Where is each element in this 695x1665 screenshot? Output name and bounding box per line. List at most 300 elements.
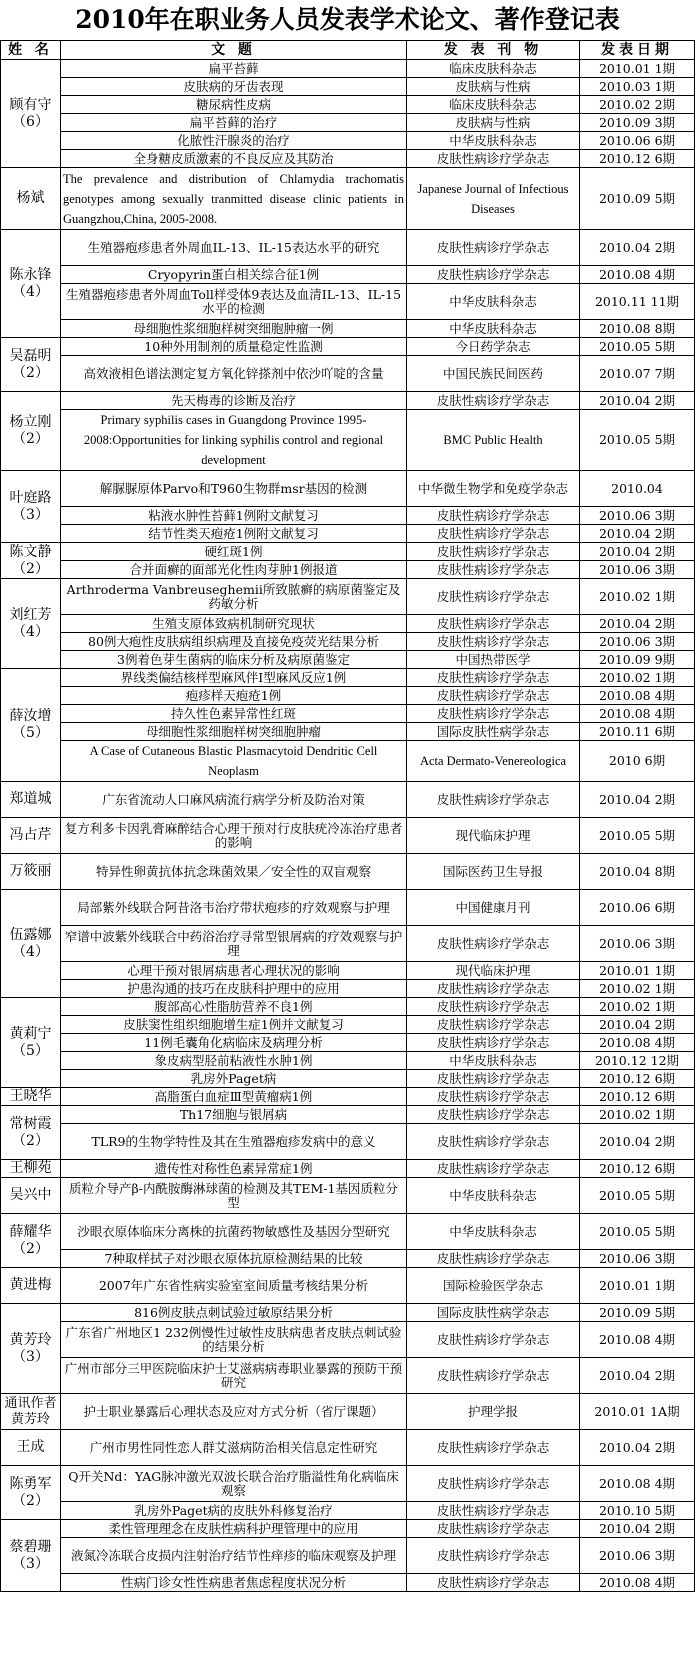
paper-title: 护士职业暴露后心理状态及应对方式分析（省厅课题） bbox=[61, 1394, 407, 1430]
author-name: 王成 bbox=[16, 1439, 45, 1455]
table-row bbox=[1, 1394, 695, 1430]
journal-name: 中国热带医学 bbox=[407, 651, 580, 669]
journal-name: 皮肤性病诊疗学杂志 bbox=[407, 1016, 580, 1034]
author-cell bbox=[1, 854, 61, 890]
table-row bbox=[1, 705, 695, 723]
table-row bbox=[1, 1250, 695, 1268]
table-row bbox=[1, 818, 695, 854]
author-cell bbox=[1, 1520, 61, 1592]
table-row bbox=[1, 723, 695, 741]
publish-date: 2010.01 1A期 bbox=[580, 1394, 695, 1430]
journal-name: 皮肤性病诊疗学杂志 bbox=[407, 782, 580, 818]
header-paper-title: 文 题 bbox=[61, 41, 407, 60]
publish-date: 2010.02 2期 bbox=[580, 96, 695, 114]
author-cell bbox=[1, 1304, 61, 1394]
paper-title: TLR9的生物学特性及其在生殖器疱疹发病中的意义 bbox=[61, 1124, 407, 1160]
paper-title: A Case of Cutaneous Blastic Plasmacytoid Dendritic Cell Neoplasm bbox=[61, 741, 407, 782]
author-cell bbox=[1, 543, 61, 579]
table-row bbox=[1, 266, 695, 284]
author-cell bbox=[1, 1394, 61, 1430]
publish-date: 2010.11 6期 bbox=[580, 723, 695, 741]
journal-name: 皮肤性病诊疗学杂志 bbox=[407, 507, 580, 525]
journal-name: 皮肤性病诊疗学杂志 bbox=[407, 926, 580, 962]
table-row bbox=[1, 1466, 695, 1502]
paper-title: 粘液水肿性苔藓1例附文献复习 bbox=[61, 507, 407, 525]
journal-name: 皮肤性病诊疗学杂志 bbox=[407, 1322, 580, 1358]
table-row bbox=[1, 561, 695, 579]
publish-date: 2010.04 2期 bbox=[580, 525, 695, 543]
journal-name: 皮肤性病诊疗学杂志 bbox=[407, 615, 580, 633]
journal-name: 皮肤性病诊疗学杂志 bbox=[407, 687, 580, 705]
header-row bbox=[1, 41, 695, 60]
journal-name: 中华皮肤科杂志 bbox=[407, 1178, 580, 1214]
journal-name: 护理学报 bbox=[407, 1394, 580, 1430]
author-name: 陈文静 bbox=[9, 543, 52, 560]
journal-name: 皮肤性病诊疗学杂志 bbox=[407, 980, 580, 998]
journal-name: 中华微生物学和免疫学杂志 bbox=[407, 471, 580, 507]
journal-name: 国际皮肤性病学杂志 bbox=[407, 1304, 580, 1322]
author-paper-count: （2） bbox=[12, 1132, 49, 1149]
paper-title: 窄谱中波紫外线联合中药浴治疗寻常型银屑病的疗效观察与护理 bbox=[61, 926, 407, 962]
table-row bbox=[1, 669, 695, 687]
journal-name: 皮肤性病诊疗学杂志 bbox=[407, 1466, 580, 1502]
publish-date: 2010.08 4期 bbox=[580, 1574, 695, 1592]
journal-name: 现代临床护理 bbox=[407, 962, 580, 980]
table-row bbox=[1, 1178, 695, 1214]
publish-date: 2010.03 1期 bbox=[580, 78, 695, 96]
paper-title: 广州市男性同性恋人群艾滋病防治相关信息定性研究 bbox=[61, 1430, 407, 1466]
publish-date: 2010.02 1期 bbox=[580, 669, 695, 687]
author-paper-count: （2） bbox=[12, 431, 49, 447]
table-row bbox=[1, 132, 695, 150]
journal-name: 皮肤性病诊疗学杂志 bbox=[407, 669, 580, 687]
table-row bbox=[1, 1574, 695, 1592]
author-name: 薛耀华 bbox=[9, 1223, 52, 1240]
author-paper-count: （2） bbox=[12, 364, 49, 381]
publish-date: 2010.05 5期 bbox=[580, 1178, 695, 1214]
publish-date: 2010.04 2期 bbox=[580, 392, 695, 410]
author-name: 杨立刚 bbox=[9, 414, 52, 430]
paper-title: Q开关Nd：YAG脉冲激光双波长联合治疗脂溢性角化病临床观察 bbox=[61, 1466, 407, 1502]
paper-title: Arthroderma Vanbreuseghemii所致脓癣的病原菌鉴定及药敏分析 bbox=[61, 579, 407, 615]
paper-title: Cryopyrin蛋白相关综合征1例 bbox=[61, 266, 407, 284]
author-name: 通讯作者黄芳玲 bbox=[4, 1395, 57, 1427]
publish-date: 2010.05 5期 bbox=[580, 410, 695, 471]
publish-date: 2010.06 3期 bbox=[580, 926, 695, 962]
author-cell bbox=[1, 471, 61, 543]
author-paper-count: （5） bbox=[12, 725, 49, 741]
publish-date: 2010.01 1期 bbox=[580, 60, 695, 78]
paper-title: 乳房外Paget病 bbox=[61, 1070, 407, 1088]
author-cell bbox=[1, 168, 61, 230]
paper-title: 母细胞性浆细胞样树突细胞肿瘤 bbox=[61, 723, 407, 741]
publish-date: 2010.12 6期 bbox=[580, 1088, 695, 1106]
table-row bbox=[1, 471, 695, 507]
journal-name: 皮肤性病诊疗学杂志 bbox=[407, 1520, 580, 1538]
paper-registry-table bbox=[0, 40, 695, 1592]
paper-title: 816例皮肤点刺试验过敏原结果分析 bbox=[61, 1304, 407, 1322]
publish-date: 2010.09 3期 bbox=[580, 114, 695, 132]
author-name: 万筱丽 bbox=[9, 863, 52, 879]
journal-name: 皮肤病与性病 bbox=[407, 78, 580, 96]
journal-name: 今日药学杂志 bbox=[407, 338, 580, 356]
author-paper-count: （4） bbox=[12, 283, 49, 300]
journal-name: 皮肤性病诊疗学杂志 bbox=[407, 561, 580, 579]
header-name: 姓 名 bbox=[1, 41, 61, 60]
journal-name: 国际检验医学杂志 bbox=[407, 1268, 580, 1304]
author-cell bbox=[1, 890, 61, 998]
journal-name: 皮肤性病诊疗学杂志 bbox=[407, 150, 580, 168]
paper-title: 乳房外Paget病的皮肤外科修复治疗 bbox=[61, 1502, 407, 1520]
author-paper-count: （4） bbox=[12, 943, 49, 960]
author-name: 冯占芹 bbox=[9, 827, 52, 843]
author-name: 郑道城 bbox=[9, 791, 52, 807]
table-body bbox=[1, 60, 695, 1592]
table-row bbox=[1, 998, 695, 1016]
table-row bbox=[1, 633, 695, 651]
publish-date: 2010.05 5期 bbox=[580, 1214, 695, 1250]
table-row bbox=[1, 1034, 695, 1052]
publish-date: 2010.04 2期 bbox=[580, 1124, 695, 1160]
header-date: 发表日期 bbox=[580, 41, 695, 60]
journal-name: 现代临床护理 bbox=[407, 818, 580, 854]
author-name: 陈勇军 bbox=[9, 1475, 52, 1492]
paper-title: 护患沟通的技巧在皮肤科护理中的应用 bbox=[61, 980, 407, 998]
paper-title: 沙眼衣原体临床分离株的抗菌药物敏感性及基因分型研究 bbox=[61, 1214, 407, 1250]
author-name: 顾有守 bbox=[9, 96, 52, 113]
author-cell bbox=[1, 230, 61, 338]
author-cell bbox=[1, 782, 61, 818]
author-cell bbox=[1, 669, 61, 782]
journal-name: 中国健康月刊 bbox=[407, 890, 580, 926]
table-row bbox=[1, 1088, 695, 1106]
publish-date: 2010.04 2期 bbox=[580, 1430, 695, 1466]
author-paper-count: （2） bbox=[12, 1492, 49, 1509]
paper-title: 生殖器疱疹患者外周血Toll样受体9表达及血清IL-13、IL-15水平的检测 bbox=[61, 284, 407, 320]
journal-name: 皮肤性病诊疗学杂志 bbox=[407, 525, 580, 543]
publish-date: 2010.06 3期 bbox=[580, 1538, 695, 1574]
paper-title: 局部紫外线联合阿昔洛韦治疗带状疱疹的疗效观察与护理 bbox=[61, 890, 407, 926]
paper-title: 化脓性汗腺炎的治疗 bbox=[61, 132, 407, 150]
author-paper-count: （6） bbox=[12, 113, 49, 130]
publish-date: 2010.11 11期 bbox=[580, 284, 695, 320]
journal-name: 皮肤性病诊疗学杂志 bbox=[407, 579, 580, 615]
paper-title: 特异性卵黄抗体抗念珠菌效果／安全性的双盲观察 bbox=[61, 854, 407, 890]
table-row bbox=[1, 150, 695, 168]
paper-title: 80例大疱性皮肤病组织病理及直接免疫荧光结果分析 bbox=[61, 633, 407, 651]
table-row bbox=[1, 525, 695, 543]
publish-date: 2010.04 2期 bbox=[580, 1520, 695, 1538]
paper-title: 硬红斑1例 bbox=[61, 543, 407, 561]
journal-name: 皮肤性病诊疗学杂志 bbox=[407, 1538, 580, 1574]
table-row bbox=[1, 579, 695, 615]
paper-title: 柔性管理理念在皮肤性病科护理管理中的应用 bbox=[61, 1520, 407, 1538]
author-name: 薛汝增 bbox=[9, 708, 52, 724]
journal-name: 皮肤性病诊疗学杂志 bbox=[407, 392, 580, 410]
author-cell bbox=[1, 1430, 61, 1466]
publish-date: 2010.09 5期 bbox=[580, 1304, 695, 1322]
publish-date: 2010.02 1期 bbox=[580, 579, 695, 615]
publish-date: 2010.08 4期 bbox=[580, 705, 695, 723]
table-row bbox=[1, 1160, 695, 1178]
publish-date: 2010.08 4期 bbox=[580, 1466, 695, 1502]
paper-title: 10种外用制剂的质量稳定性监测 bbox=[61, 338, 407, 356]
publish-date: 2010.09 9期 bbox=[580, 651, 695, 669]
journal-name: 中华皮肤科杂志 bbox=[407, 132, 580, 150]
author-name: 蔡碧珊 bbox=[9, 1538, 52, 1555]
table-row bbox=[1, 114, 695, 132]
author-paper-count: （2） bbox=[12, 560, 49, 577]
publish-date: 2010.06 3期 bbox=[580, 1250, 695, 1268]
paper-title: 质粒介导产β-内酰胺酶淋球菌的检测及其TEM-1基因质粒分型 bbox=[61, 1178, 407, 1214]
table-row bbox=[1, 890, 695, 926]
paper-title: 2007年广东省性病实验室室间质量考核结果分析 bbox=[61, 1268, 407, 1304]
author-name: 王晓华 bbox=[9, 1088, 52, 1104]
table-row bbox=[1, 78, 695, 96]
paper-title: 11例毛囊角化病临床及病理分析 bbox=[61, 1034, 407, 1052]
table-row bbox=[1, 1106, 695, 1124]
paper-title: 全身糖皮质激素的不良反应及其防治 bbox=[61, 150, 407, 168]
table-row bbox=[1, 1358, 695, 1394]
journal-name: Acta Dermato-Venereologica bbox=[407, 741, 580, 782]
table-row bbox=[1, 1268, 695, 1304]
author-name: 吴磊明 bbox=[9, 347, 52, 364]
table-row bbox=[1, 1214, 695, 1250]
table-row bbox=[1, 356, 695, 392]
journal-name: Japanese Journal of Infectious Diseases bbox=[407, 168, 580, 230]
paper-title: 母细胞性浆细胞样树突细胞肿瘤一例 bbox=[61, 320, 407, 338]
author-cell bbox=[1, 1106, 61, 1160]
table-row bbox=[1, 1430, 695, 1466]
paper-title: 液氮冷冻联合皮损内注射治疗结节性痒疹的临床观察及护理 bbox=[61, 1538, 407, 1574]
paper-title: Primary syphilis cases in Guangdong Province 1995-2008:Opportunities for linking syphilis control and regional development bbox=[61, 410, 407, 471]
journal-name: 皮肤性病诊疗学杂志 bbox=[407, 543, 580, 561]
author-cell bbox=[1, 338, 61, 392]
author-name: 王柳苑 bbox=[9, 1160, 52, 1176]
paper-title: 生殖器疱疹患者外周血IL-13、IL-15表达水平的研究 bbox=[61, 230, 407, 266]
author-cell bbox=[1, 1178, 61, 1214]
header-journal: 发 表 刊 物 bbox=[407, 41, 580, 60]
journal-name: 皮肤性病诊疗学杂志 bbox=[407, 1250, 580, 1268]
publish-date: 2010.04 2期 bbox=[580, 1016, 695, 1034]
paper-title: 遗传性对称性色素异常症1例 bbox=[61, 1160, 407, 1178]
author-name: 伍露娜 bbox=[9, 926, 52, 943]
journal-name: 皮肤性病诊疗学杂志 bbox=[407, 1034, 580, 1052]
author-cell bbox=[1, 579, 61, 669]
publish-date: 2010.06 3期 bbox=[580, 561, 695, 579]
journal-name: 皮肤性病诊疗学杂志 bbox=[407, 998, 580, 1016]
table-row bbox=[1, 168, 695, 230]
journal-name: 皮肤性病诊疗学杂志 bbox=[407, 1502, 580, 1520]
publish-date: 2010.04 2期 bbox=[580, 230, 695, 266]
table-row bbox=[1, 854, 695, 890]
publish-date: 2010.06 3期 bbox=[580, 633, 695, 651]
author-cell bbox=[1, 1214, 61, 1268]
paper-title: 腹部高心性脂肪营养不良1例 bbox=[61, 998, 407, 1016]
publish-date: 2010.08 4期 bbox=[580, 1322, 695, 1358]
journal-name: BMC Public Health bbox=[407, 410, 580, 471]
publish-date: 2010.08 4期 bbox=[580, 1034, 695, 1052]
publish-date: 2010.01 1期 bbox=[580, 962, 695, 980]
publish-date: 2010.04 bbox=[580, 471, 695, 507]
table-row bbox=[1, 1016, 695, 1034]
author-paper-count: （5） bbox=[12, 1042, 49, 1059]
author-cell bbox=[1, 60, 61, 168]
author-paper-count: （3） bbox=[12, 1555, 49, 1572]
author-cell bbox=[1, 1268, 61, 1304]
publish-date: 2010 6期 bbox=[580, 741, 695, 782]
publish-date: 2010.04 2期 bbox=[580, 615, 695, 633]
publish-date: 2010.08 4期 bbox=[580, 266, 695, 284]
publish-date: 2010.04 2期 bbox=[580, 782, 695, 818]
journal-name: 临床皮肤科杂志 bbox=[407, 96, 580, 114]
paper-title: 广州市部分三甲医院临床护士艾滋病病毒职业暴露的预防干预研究 bbox=[61, 1358, 407, 1394]
author-cell bbox=[1, 1466, 61, 1520]
table-row bbox=[1, 1538, 695, 1574]
author-cell bbox=[1, 1088, 61, 1106]
paper-title: 皮肤病的牙齿表现 bbox=[61, 78, 407, 96]
author-name: 吴兴中 bbox=[9, 1187, 52, 1203]
publish-date: 2010.12 6期 bbox=[580, 1160, 695, 1178]
publish-date: 2010.09 5期 bbox=[580, 168, 695, 230]
author-name: 黄莉宁 bbox=[9, 1025, 52, 1042]
author-cell bbox=[1, 818, 61, 854]
journal-name: 皮肤性病诊疗学杂志 bbox=[407, 230, 580, 266]
page-title: 2010年在职业务人员发表学术论文、著作登记表 bbox=[75, 5, 620, 34]
publish-date: 2010.08 4期 bbox=[580, 687, 695, 705]
table-row bbox=[1, 543, 695, 561]
publish-date: 2010.04 2期 bbox=[580, 1358, 695, 1394]
journal-name: 中华皮肤科杂志 bbox=[407, 1052, 580, 1070]
journal-name: 皮肤性病诊疗学杂志 bbox=[407, 266, 580, 284]
journal-name: 国际医药卫生导报 bbox=[407, 854, 580, 890]
paper-title: 持久性色素异常性红斑 bbox=[61, 705, 407, 723]
journal-name: 皮肤性病诊疗学杂志 bbox=[407, 1358, 580, 1394]
publish-date: 2010.07 7期 bbox=[580, 356, 695, 392]
author-cell bbox=[1, 1160, 61, 1178]
publish-date: 2010.02 1期 bbox=[580, 998, 695, 1016]
publish-date: 2010.06 6期 bbox=[580, 890, 695, 926]
publish-date: 2010.04 8期 bbox=[580, 854, 695, 890]
table-row bbox=[1, 1520, 695, 1538]
journal-name: 皮肤性病诊疗学杂志 bbox=[407, 633, 580, 651]
paper-title: 广东省流动人口麻风病流行病学分析及防治对策 bbox=[61, 782, 407, 818]
publish-date: 2010.12 6期 bbox=[580, 1070, 695, 1088]
paper-title: 心理干预对银屑病患者心理状况的影响 bbox=[61, 962, 407, 980]
author-name: 常树霞 bbox=[9, 1115, 52, 1132]
table-row bbox=[1, 1052, 695, 1070]
journal-name: 中华皮肤科杂志 bbox=[407, 1214, 580, 1250]
paper-title: 扁平苔藓的治疗 bbox=[61, 114, 407, 132]
table-row bbox=[1, 507, 695, 525]
table-row bbox=[1, 338, 695, 356]
publish-date: 2010.08 8期 bbox=[580, 320, 695, 338]
paper-title: 性病门诊女性性病患者焦虑程度状况分析 bbox=[61, 1574, 407, 1592]
table-row bbox=[1, 651, 695, 669]
table-row bbox=[1, 962, 695, 980]
journal-name: 皮肤病与性病 bbox=[407, 114, 580, 132]
paper-title: 高效液相色谱法测定复方氧化锌搽剂中依沙吖啶的含量 bbox=[61, 356, 407, 392]
journal-name: 中华皮肤科杂志 bbox=[407, 320, 580, 338]
table-row bbox=[1, 60, 695, 78]
paper-title: 糖尿病性皮病 bbox=[61, 96, 407, 114]
paper-title: 疱疹样天疱疮1例 bbox=[61, 687, 407, 705]
author-name: 刘红芳 bbox=[9, 606, 52, 623]
table-row bbox=[1, 782, 695, 818]
paper-title: 皮肤窦性组织细胞增生症1例并文献复习 bbox=[61, 1016, 407, 1034]
author-name: 杨斌 bbox=[16, 190, 45, 206]
publish-date: 2010.05 5期 bbox=[580, 818, 695, 854]
journal-name: 皮肤性病诊疗学杂志 bbox=[407, 1070, 580, 1088]
publish-date: 2010.12 6期 bbox=[580, 150, 695, 168]
table-row bbox=[1, 96, 695, 114]
paper-title: 解脲脲原体Parvo和T960生物群msr基因的检测 bbox=[61, 471, 407, 507]
paper-title: 合并面癣的面部光化性肉芽肿1例报道 bbox=[61, 561, 407, 579]
table-row bbox=[1, 1322, 695, 1358]
publish-date: 2010.01 1期 bbox=[580, 1268, 695, 1304]
table-row bbox=[1, 1124, 695, 1160]
paper-title: 高脂蛋白血症Ⅲ型黄瘤病1例 bbox=[61, 1088, 407, 1106]
table-row bbox=[1, 980, 695, 998]
paper-title: 结节性类天疱疮1例附文献复习 bbox=[61, 525, 407, 543]
paper-title: 扁平苔藓 bbox=[61, 60, 407, 78]
journal-name: 皮肤性病诊疗学杂志 bbox=[407, 1430, 580, 1466]
table-row bbox=[1, 320, 695, 338]
journal-name: 国际皮肤性病学杂志 bbox=[407, 723, 580, 741]
paper-title: 广东省广州地区1 232例慢性过敏性皮肤病患者皮肤点刺试验的结果分析 bbox=[61, 1322, 407, 1358]
paper-title: Th17细胞与银屑病 bbox=[61, 1106, 407, 1124]
journal-name: 皮肤性病诊疗学杂志 bbox=[407, 1160, 580, 1178]
journal-name: 中国民族民间医药 bbox=[407, 356, 580, 392]
publish-date: 2010.05 5期 bbox=[580, 338, 695, 356]
paper-title: The prevalence and distribution of Chlamydia trachomatis genotypes among sexually tranmitted disease clinic patients in Guangzhou,China, 2005-2008. bbox=[61, 168, 407, 230]
table-row bbox=[1, 284, 695, 320]
table-row bbox=[1, 392, 695, 410]
table-row bbox=[1, 687, 695, 705]
journal-name: 皮肤性病诊疗学杂志 bbox=[407, 1574, 580, 1592]
publish-date: 2010.06 3期 bbox=[580, 507, 695, 525]
author-paper-count: （4） bbox=[12, 623, 49, 640]
table-row bbox=[1, 615, 695, 633]
journal-name: 皮肤性病诊疗学杂志 bbox=[407, 1106, 580, 1124]
publish-date: 2010.02 1期 bbox=[580, 1106, 695, 1124]
author-name: 叶庭路 bbox=[9, 489, 52, 506]
author-cell bbox=[1, 998, 61, 1088]
paper-title: 象皮病型胫前粘液性水肿1例 bbox=[61, 1052, 407, 1070]
paper-title: 复方利多卡因乳膏麻醉结合心理干预对行皮肤疣冷冻治疗患者的影响 bbox=[61, 818, 407, 854]
publish-date: 2010.06 6期 bbox=[580, 132, 695, 150]
author-paper-count: （2） bbox=[12, 1240, 49, 1257]
author-name: 黄芳玲 bbox=[9, 1331, 52, 1348]
journal-name: 皮肤性病诊疗学杂志 bbox=[407, 1088, 580, 1106]
table-row bbox=[1, 410, 695, 471]
author-paper-count: （3） bbox=[12, 1348, 49, 1365]
publish-date: 2010.02 1期 bbox=[580, 980, 695, 998]
paper-title: 7种取样拭子对沙眼衣原体抗原检测结果的比较 bbox=[61, 1250, 407, 1268]
publish-date: 2010.12 12期 bbox=[580, 1052, 695, 1070]
table-row bbox=[1, 1304, 695, 1322]
paper-title: 3例着色芽生菌病的临床分析及病原菌鉴定 bbox=[61, 651, 407, 669]
paper-title: 生殖支原体致病机制研究现状 bbox=[61, 615, 407, 633]
journal-name: 中华皮肤科杂志 bbox=[407, 284, 580, 320]
journal-name: 临床皮肤科杂志 bbox=[407, 60, 580, 78]
author-name: 黄进梅 bbox=[9, 1277, 52, 1293]
paper-title: 界线类偏结核样型麻风伴Ⅰ型麻风反应1例 bbox=[61, 669, 407, 687]
author-paper-count: （3） bbox=[12, 506, 49, 523]
table-row bbox=[1, 1070, 695, 1088]
publish-date: 2010.10 5期 bbox=[580, 1502, 695, 1520]
table-row bbox=[1, 230, 695, 266]
